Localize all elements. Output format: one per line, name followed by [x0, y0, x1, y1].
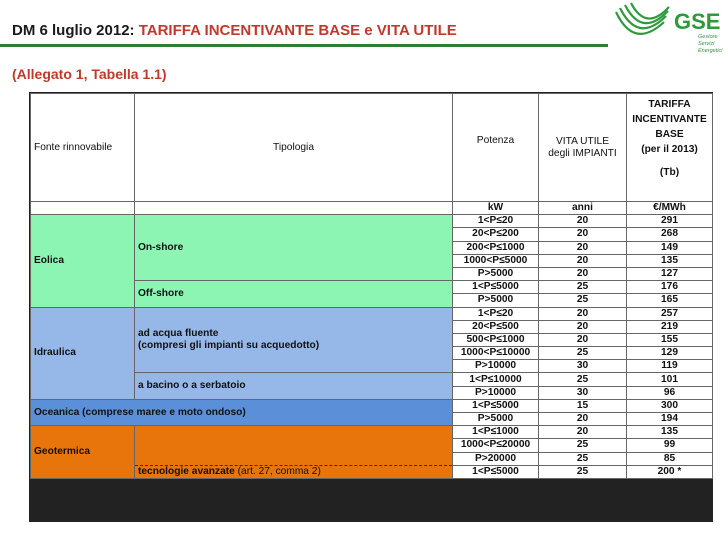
logo-mark: GSE: [674, 9, 721, 34]
tariffa-cell: 176: [627, 281, 713, 294]
potenza-cell: 1<P≤5000: [453, 281, 539, 294]
tipologia-geotermica-blank: [135, 426, 453, 466]
unit-vita: anni: [539, 202, 627, 215]
header-tariffa-line4: (per il 2013): [641, 144, 698, 155]
tecnologie-label: tecnologie avanzate: [138, 465, 235, 477]
potenza-cell: 1<P≤10000: [453, 373, 539, 386]
vita-cell: 30: [539, 360, 627, 373]
vita-cell: 30: [539, 386, 627, 399]
title-prefix: DM 6 luglio 2012:: [12, 22, 139, 39]
potenza-cell: 500<P≤1000: [453, 333, 539, 346]
tariffa-cell: 200 *: [627, 465, 713, 478]
tariffa-cell: 127: [627, 267, 713, 280]
header-vita: [539, 94, 627, 202]
vita-cell: 15: [539, 399, 627, 412]
potenza-cell: P>5000: [453, 267, 539, 280]
vita-cell: 20: [539, 307, 627, 320]
unit-blank-2: [135, 202, 453, 215]
potenza-cell: P>10000: [453, 360, 539, 373]
vita-cell: 25: [539, 465, 627, 478]
tariffa-cell: 219: [627, 320, 713, 333]
header-tariffa-line2: INCENTIVANTE: [632, 114, 707, 125]
potenza-cell: 1000<P≤20000: [453, 439, 539, 452]
tipologia-fluente: [135, 307, 453, 373]
vita-cell: 20: [539, 254, 627, 267]
header-tariffa-line5: (Tb): [659, 167, 680, 178]
potenza-cell: 1000<P≤10000: [453, 347, 539, 360]
tipologia-offshore: Off-shore: [135, 281, 453, 307]
unit-potenza: kW: [453, 202, 539, 215]
header-tariffa-line1: TARIFFA: [648, 99, 691, 110]
fonte-eolica: Eolica: [31, 215, 135, 307]
unit-blank-1: [31, 202, 135, 215]
tariffa-cell: 99: [627, 439, 713, 452]
fonte-oceanica: Oceanica (comprese maree e moto ondoso): [31, 399, 453, 425]
tariff-table: [30, 93, 713, 479]
vita-cell: 25: [539, 452, 627, 465]
vita-cell: 20: [539, 215, 627, 228]
tariffa-cell: 135: [627, 426, 713, 439]
tariffa-cell: 194: [627, 413, 713, 426]
table-row: [31, 399, 713, 412]
tariffa-cell: 96: [627, 386, 713, 399]
header-tariffa: [627, 94, 713, 202]
tariffa-cell: 268: [627, 228, 713, 241]
potenza-cell: P>5000: [453, 413, 539, 426]
table-row: [31, 215, 713, 228]
fluente-line1: ad acqua fluente: [138, 327, 219, 339]
potenza-cell: 200<P≤1000: [453, 241, 539, 254]
tecnologie-note: (art. 27, comma 2): [234, 465, 321, 477]
vita-cell: 20: [539, 320, 627, 333]
header-fonte: Fonte rinnovabile: [31, 94, 135, 202]
vita-cell: 25: [539, 347, 627, 360]
tariffa-cell: 300: [627, 399, 713, 412]
potenza-cell: 1000<P≤5000: [453, 254, 539, 267]
tariffa-cell: 155: [627, 333, 713, 346]
tariffa-cell: 129: [627, 347, 713, 360]
title-underline: [0, 44, 608, 47]
tipologia-tecnologie: [135, 465, 453, 478]
vita-cell: 25: [539, 281, 627, 294]
header-row: [31, 94, 713, 202]
gse-logo: [612, 2, 724, 54]
potenza-cell: P>20000: [453, 452, 539, 465]
tipologia-onshore: On-shore: [135, 215, 453, 281]
logo-line1: Gestore: [698, 34, 718, 40]
tariffa-cell: 149: [627, 241, 713, 254]
potenza-cell: 1<P≤5000: [453, 465, 539, 478]
logo-line3: Energetici: [698, 48, 723, 54]
tariffa-cell: 165: [627, 294, 713, 307]
header-tariffa-line3: BASE: [655, 129, 684, 140]
unit-tariffa: €/MWh: [627, 202, 713, 215]
header-vita-line1: VITA UTILE: [555, 135, 610, 147]
table-row: [31, 426, 713, 439]
vita-cell: 20: [539, 426, 627, 439]
potenza-cell: 1<P≤20: [453, 307, 539, 320]
header-vita-line2: degli IMPIANTI: [548, 147, 617, 159]
tariffa-cell: 291: [627, 215, 713, 228]
potenza-cell: 20<P≤200: [453, 228, 539, 241]
logo-line2: Servizi: [698, 41, 715, 47]
vita-cell: 20: [539, 333, 627, 346]
header-potenza: Potenza: [453, 94, 539, 202]
tariffa-cell: 135: [627, 254, 713, 267]
tariffa-cell: 85: [627, 452, 713, 465]
tariffa-cell: 101: [627, 373, 713, 386]
vita-cell: 20: [539, 241, 627, 254]
vita-cell: 20: [539, 267, 627, 280]
tariffa-cell: 257: [627, 307, 713, 320]
fluente-line2: (compresi gli impianti su acquedotto): [138, 339, 320, 351]
potenza-cell: P>5000: [453, 294, 539, 307]
vita-cell: 25: [539, 373, 627, 386]
potenza-cell: 1<P≤20: [453, 215, 539, 228]
fonte-idraulica: Idraulica: [31, 307, 135, 399]
unit-row: [31, 202, 713, 215]
tipologia-bacino: a bacino o a serbatoio: [135, 373, 453, 399]
vita-cell: 20: [539, 228, 627, 241]
potenza-cell: 1<P≤1000: [453, 426, 539, 439]
vita-cell: 25: [539, 439, 627, 452]
vita-cell: 20: [539, 413, 627, 426]
vita-cell: 25: [539, 294, 627, 307]
table-row: [31, 307, 713, 320]
fonte-geotermica: Geotermica: [31, 426, 135, 479]
potenza-cell: P>10000: [453, 386, 539, 399]
slide-subtitle: (Allegato 1, Tabella 1.1): [12, 66, 167, 82]
title-highlight: TARIFFA INCENTIVANTE BASE e VITA UTILE: [138, 22, 457, 39]
potenza-cell: 20<P≤500: [453, 320, 539, 333]
potenza-cell: 1<P≤5000: [453, 399, 539, 412]
slide-title: [12, 22, 457, 39]
header-tipologia: Tipologia: [135, 94, 453, 202]
tariffa-cell: 119: [627, 360, 713, 373]
